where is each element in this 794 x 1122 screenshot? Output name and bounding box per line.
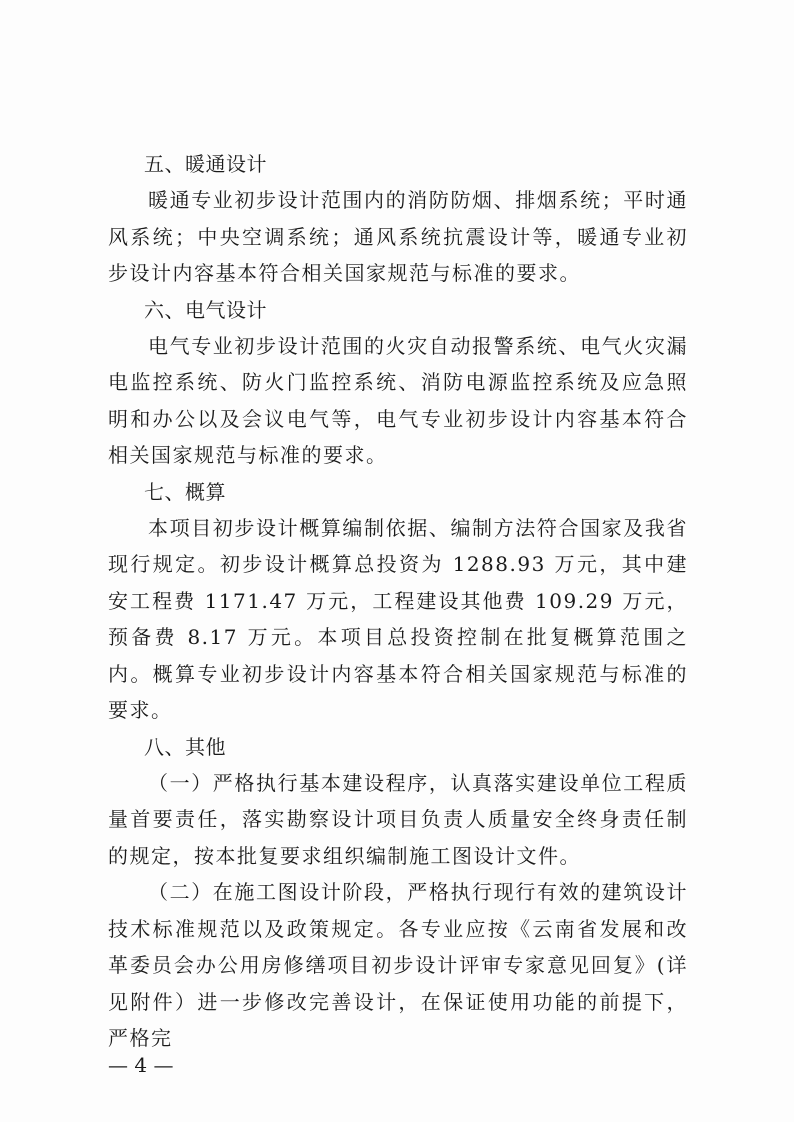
section-heading-budget: 七、概算 <box>144 479 226 504</box>
section-paragraph-budget: 本项目初步设计概算编制依据、编制方法符合国家及我省现行规定。初步设计概算总投资为 1288.93 万元，其中建安工程费 1171.47 万元，工程建设其他费 109.29 万元，预备费 8.17 万元。本项目总投资控制在批复概算范围之内。概算专业初步设计内容基本符合相关国家规范与标准的要求。 <box>108 515 688 722</box>
section-paragraph-other-1: （一）严格执行基本建设程序，认真落实建设单位工程质量首要责任，落实勘察设计项目负责人质量安全终身责任制的规定，按本批复要求组织编制施工图设计文件。 <box>108 770 688 868</box>
section-paragraph-electrical: 电气专业初步设计范围的火灾自动报警系统、电气火灾漏电监控系统、防火门监控系统、消防电源监控系统及应急照明和办公以及会议电气等，电气专业初步设计内容基本符合相关国家规范与标准的要求。 <box>108 333 688 467</box>
section-heading-hvac: 五、暖通设计 <box>144 152 267 176</box>
section-heading-electrical: 六、电气设计 <box>144 297 267 322</box>
page-number: — 4 — <box>108 1053 174 1077</box>
section-paragraph-hvac: 暖通专业初步设计范围内的消防防烟、排烟系统；平时通风系统；中央空调系统；通风系统抗震设计等，暖通专业初步设计内容基本符合相关国家规范与标准的要求。 <box>108 188 688 285</box>
section-paragraph-other-2: （二）在施工图设计阶段，严格执行现行有效的建筑设计技术标准规范以及政策规定。各专业应按《云南省发展和改革委员会办公用房修缮项目初步设计评审专家意见回复》(详见附件）进一步修改完善设计，在保证使用功能的前提下，严格完 <box>108 880 688 1050</box>
section-heading-other: 八、其他 <box>144 734 226 759</box>
document-body <box>108 146 688 1057</box>
